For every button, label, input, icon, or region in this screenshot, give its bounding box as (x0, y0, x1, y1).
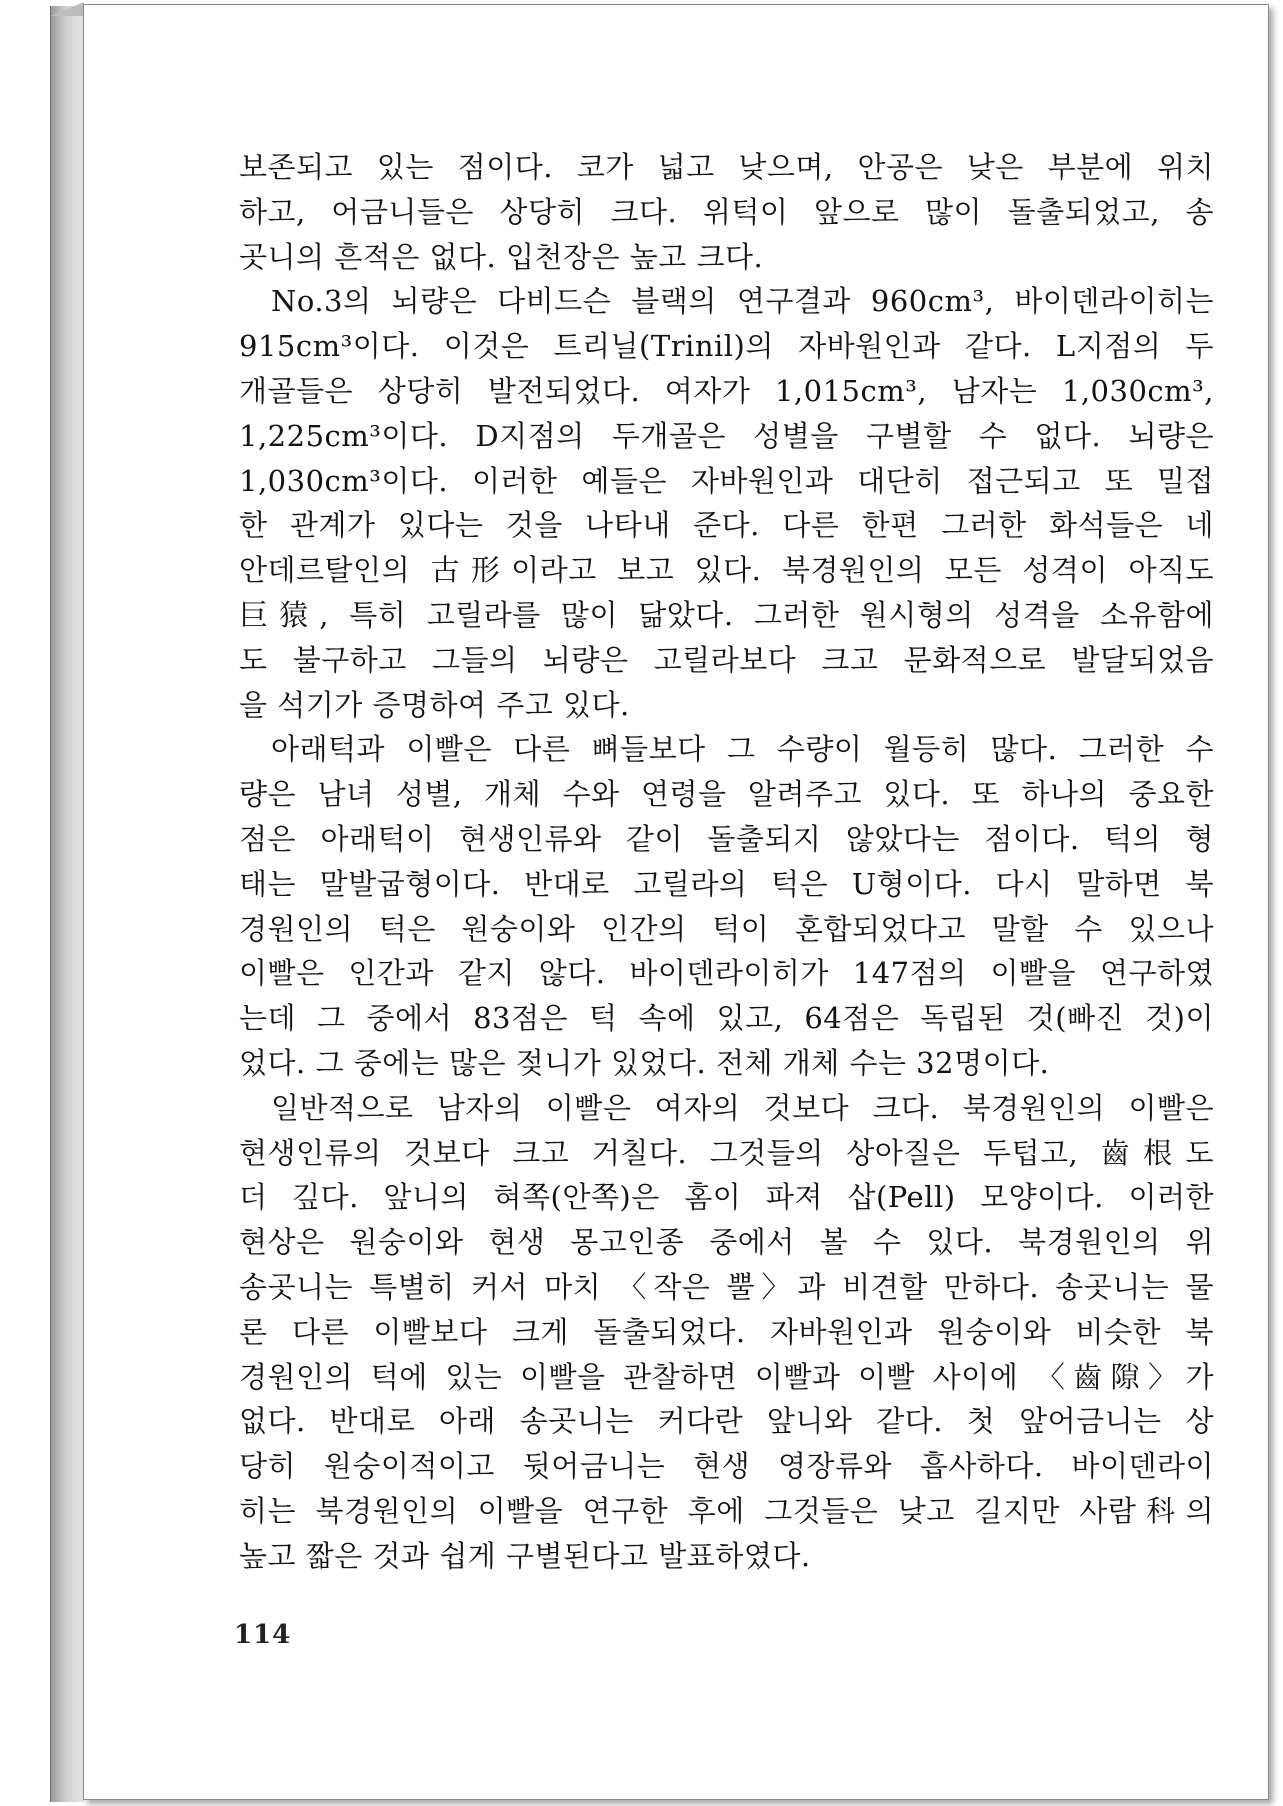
text-line: 개골들은 상당히 발전되었다. 여자가 1,015cm³, 남자는 1,030cm³, (239, 373, 1214, 408)
text-line: 는데 그 중에서 83점은 턱 속에 있고, 64점은 독립된 것(빠진 것)이 (239, 1001, 1214, 1036)
text-line: 한 관계가 있다는 것을 나타내 준다. 다른 한편 그러한 화석들은 네 (239, 508, 1214, 543)
text-line: 점은 아래턱이 현생인류와 같이 돌출되지 않았다는 점이다. 턱의 형 (239, 821, 1214, 856)
text-line: 이빨은 인간과 같지 않다. 바이덴라이히가 147점의 이빨을 연구하였 (239, 956, 1214, 991)
text-line: 巨猿, 특히 고릴라를 많이 닮았다. 그러한 원시형의 성격을 소유함에 (239, 597, 1214, 632)
text-line: 량은 남녀 성별, 개체 수와 연령을 알려주고 있다. 또 하나의 중요한 (239, 777, 1214, 812)
text-line: 일반적으로 남자의 이빨은 여자의 것보다 크다. 북경원인의 이빨은 (271, 1090, 1214, 1125)
text-line: 론 다른 이빨보다 크게 돌출되었다. 자바원인과 원숭이와 비슷한 북 (239, 1314, 1214, 1349)
page-number: 114 (234, 1620, 292, 1650)
text-line: 안데르탈인의 古形이라고 보고 있다. 북경원인의 모든 성격이 아직도 (239, 553, 1214, 588)
text-line: No.3의 뇌량은 다비드슨 블랙의 연구결과 960cm³, 바이덴라이히는 (271, 284, 1214, 319)
text-line: 을 석기가 증명하여 주고 있다. (239, 687, 630, 722)
text-line: 하고, 어금니들은 상당히 크다. 위턱이 앞으로 많이 돌출되었고, 송 (239, 194, 1214, 229)
text-line: 었다. 그 중에는 많은 젖니가 있었다. 전체 개체 수는 32명이다. (239, 1045, 1050, 1080)
page-body-text (239, 145, 1214, 1579)
text-line: 경원인의 턱은 원숭이와 인간의 턱이 혼합되었다고 말할 수 있으나 (239, 911, 1214, 946)
text-line: 곳니의 흔적은 없다. 입천장은 높고 크다. (239, 239, 764, 274)
text-line: 아래턱과 이빨은 다른 뼈들보다 그 수량이 월등히 많다. 그러한 수 (271, 732, 1214, 767)
text-line: 보존되고 있는 점이다. 코가 넓고 낮으며, 안공은 낮은 부분에 위치 (239, 150, 1214, 184)
text-line: 현상은 원숭이와 현생 몽고인종 중에서 볼 수 있다. 북경원인의 위 (239, 1225, 1214, 1260)
text-line: 1,225cm³이다. D지점의 두개골은 성별을 구별할 수 없다. 뇌량은 (239, 418, 1214, 453)
text-line: 1,030cm³이다. 이러한 예들은 자바원인과 대단히 접근되고 또 밀접 (239, 463, 1214, 498)
text-line: 현생인류의 것보다 크고 거칠다. 그것들의 상아질은 두텁고, 齒根도 (239, 1135, 1214, 1170)
text-line: 태는 말발굽형이다. 반대로 고릴라의 턱은 U형이다. 다시 말하면 북 (239, 866, 1214, 901)
text-line: 송곳니는 특별히 커서 마치 〈작은 뿔〉과 비견할 만하다. 송곳니는 물 (239, 1269, 1214, 1304)
text-line: 더 깊다. 앞니의 혀쪽(안쪽)은 홈이 파져 삽(Pell) 모양이다. 이러한 (239, 1180, 1214, 1215)
text-line: 당히 원숭이적이고 뒷어금니는 현생 영장류와 흡사하다. 바이덴라이 (239, 1449, 1214, 1484)
text-line: 915cm³이다. 이것은 트리닐(Trinil)의 자바원인과 같다. L지점의 두 (239, 329, 1214, 364)
book-page (83, 4, 1269, 1800)
book-spine (50, 6, 84, 1802)
text-line: 없다. 반대로 아래 송곳니는 커다란 앞니와 같다. 첫 앞어금니는 상 (239, 1404, 1214, 1439)
text-line: 경원인의 턱에 있는 이빨을 관찰하면 이빨과 이빨 사이에 〈齒隙〉가 (239, 1359, 1214, 1394)
text-line: 히는 북경원인의 이빨을 연구한 후에 그것들은 낮고 길지만 사람科의 (239, 1493, 1214, 1528)
text-line: 높고 짧은 것과 쉽게 구별된다고 발표하였다. (239, 1538, 811, 1573)
text-line: 도 불구하고 그들의 뇌량은 고릴라보다 크고 문화적으로 발달되었음 (239, 642, 1214, 677)
